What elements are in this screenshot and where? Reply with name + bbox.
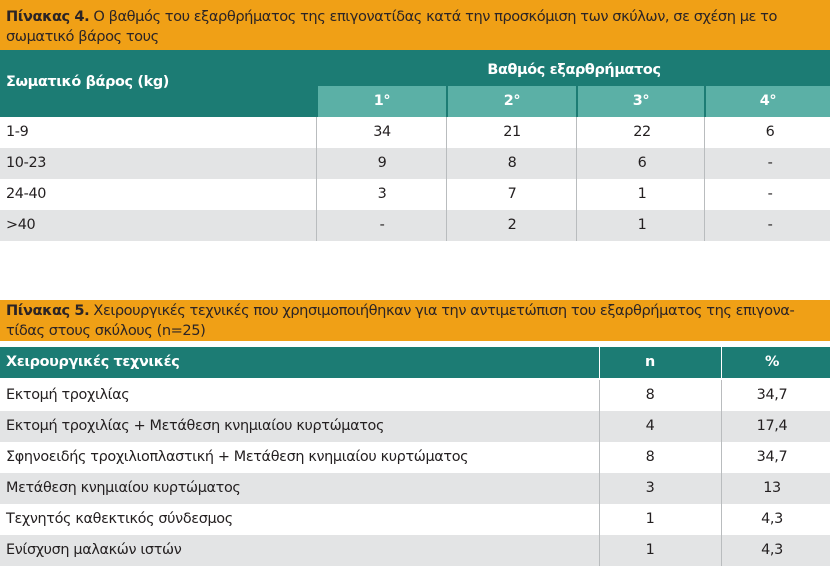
table-row bbox=[0, 535, 830, 566]
table4-grade-header-3: 3° bbox=[578, 86, 704, 117]
table4-value-cell: - bbox=[767, 186, 773, 202]
table4-weight-cell: 24-40 bbox=[6, 186, 47, 202]
table5-percent-cell: 13 bbox=[763, 480, 781, 496]
table4-value-cell: - bbox=[767, 217, 773, 233]
table-row bbox=[0, 504, 830, 535]
table-row bbox=[0, 473, 830, 504]
column-divider bbox=[599, 380, 600, 566]
table5-caption-label: Πίνακας 5. bbox=[6, 302, 90, 319]
table5-percent-cell: 17,4 bbox=[756, 418, 788, 434]
table5-caption bbox=[0, 300, 830, 341]
table4-grade-header-1: 1° bbox=[318, 86, 446, 117]
column-divider bbox=[576, 117, 577, 241]
table4-value-cell: 7 bbox=[507, 186, 517, 202]
table4-caption bbox=[0, 0, 830, 50]
table5-technique-cell: Μετάθεση κνημιαίου κυρτώματος bbox=[6, 480, 241, 496]
table4-value-cell: 21 bbox=[503, 124, 521, 140]
table5-technique-cell: Σφηνοειδής τροχιλιοπλαστική + Μετάθεση κνημιαίου κυρτώματος bbox=[6, 449, 469, 465]
table5-technique-cell: Ενίσχυση μαλακών ιστών bbox=[6, 542, 182, 558]
table5-technique-cell: Εκτομή τροχιλίας + Μετάθεση κνημιαίου κυρτώματος bbox=[6, 418, 385, 434]
table5-n-cell: 8 bbox=[645, 449, 655, 465]
table5-technique-header: Χειρουργικές τεχνικές bbox=[6, 354, 180, 370]
table4-caption-text: Ο βαθμός του εξαρθρήματος της επιγονατίδας κατά την προσκόμιση των σκύλων, σε σχέση με το σωματικό βάρος τους bbox=[6, 8, 777, 45]
table4-value-cell: - bbox=[767, 155, 773, 171]
table4-value-cell: - bbox=[379, 217, 385, 233]
table-row bbox=[0, 117, 830, 148]
column-divider bbox=[721, 380, 722, 566]
table4-value-cell: 6 bbox=[637, 155, 647, 171]
table-row bbox=[0, 179, 830, 210]
column-divider bbox=[599, 347, 600, 378]
table5-percent-cell: 34,7 bbox=[756, 449, 788, 465]
table5-caption-text: Χειρουργικές τεχνικές που χρησιμοποιήθηκαν για την αντιμετώπιση του εξαρθρήματος της επιγονα-τίδας στους σκύλους (n=25) bbox=[6, 302, 795, 339]
table4-group-header: Βαθμός εξαρθρήματος bbox=[487, 62, 661, 78]
table4-value-cell: 1 bbox=[637, 217, 647, 233]
table5-percent-header: % bbox=[764, 354, 780, 370]
table-row bbox=[0, 442, 830, 473]
table4-weight-cell: >40 bbox=[6, 217, 36, 233]
table-row bbox=[0, 411, 830, 442]
table4-weight-cell: 10-23 bbox=[6, 155, 47, 171]
table5-n-header: n bbox=[645, 354, 655, 370]
table4-grade-header-2: 2° bbox=[448, 86, 576, 117]
table4-value-cell: 3 bbox=[377, 186, 387, 202]
table4-value-cell: 9 bbox=[377, 155, 387, 171]
table-row bbox=[0, 380, 830, 411]
table4-value-cell: 6 bbox=[765, 124, 775, 140]
column-divider bbox=[316, 117, 317, 241]
table5-n-cell: 1 bbox=[645, 542, 655, 558]
column-divider bbox=[704, 117, 705, 241]
table4-value-cell: 1 bbox=[637, 186, 647, 202]
table5-n-cell: 1 bbox=[645, 511, 655, 527]
table4-value-cell: 34 bbox=[373, 124, 391, 140]
table5-percent-cell: 34,7 bbox=[756, 387, 788, 403]
table4-value-cell: 2 bbox=[507, 217, 517, 233]
table-row bbox=[0, 210, 830, 241]
table-row bbox=[0, 148, 830, 179]
table5-percent-cell: 4,3 bbox=[761, 511, 783, 527]
column-divider bbox=[446, 117, 447, 241]
table5-n-cell: 8 bbox=[645, 387, 655, 403]
table5-percent-cell: 4,3 bbox=[761, 542, 783, 558]
table4-row-header: Σωματικό βάρος (kg) bbox=[6, 74, 170, 90]
table5-n-cell: 4 bbox=[645, 418, 655, 434]
table4-grade-header-4: 4° bbox=[706, 86, 830, 117]
table4-value-cell: 8 bbox=[507, 155, 517, 171]
table5-technique-cell: Τεχνητός καθεκτικός σύνδεσμος bbox=[6, 511, 233, 527]
table4-caption-label: Πίνακας 4. bbox=[6, 8, 90, 25]
table5-header bbox=[0, 347, 830, 378]
table5-technique-cell: Εκτομή τροχιλίας bbox=[6, 387, 130, 403]
table4-weight-cell: 1-9 bbox=[6, 124, 29, 140]
table5-n-cell: 3 bbox=[645, 480, 655, 496]
table4-value-cell: 22 bbox=[633, 124, 651, 140]
column-divider bbox=[721, 347, 722, 378]
